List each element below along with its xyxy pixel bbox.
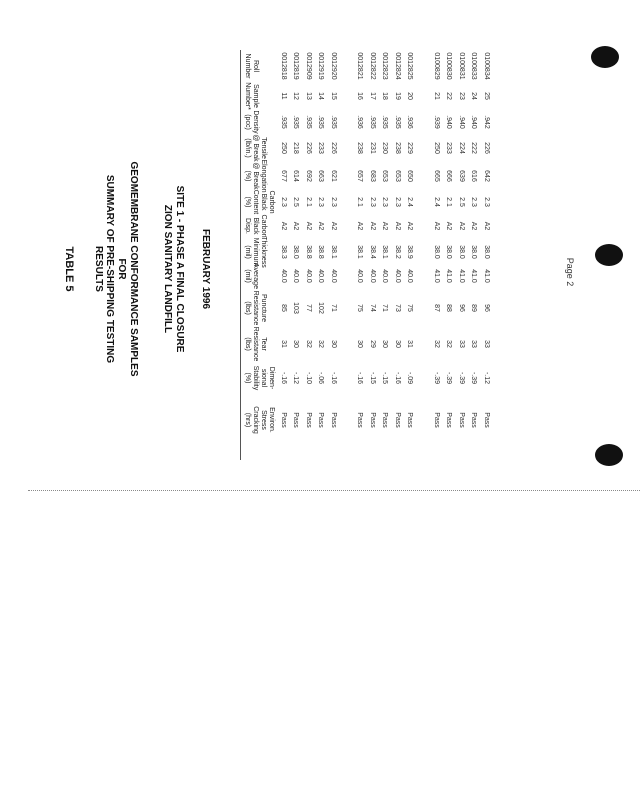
cell-dim: -.12	[292, 371, 300, 385]
cell-thick_avg: 40.0	[317, 269, 325, 283]
cell-dim: -.06	[317, 371, 325, 385]
cell-roll: 0012819	[292, 52, 300, 80]
cell-elong: 663	[317, 170, 325, 182]
cell-dim: -.39	[445, 371, 453, 385]
cell-thick_avg: 40.0	[280, 269, 287, 283]
cell-elong: 614	[292, 170, 300, 182]
cell-esc: Pass	[406, 412, 414, 428]
cell-esc: Pass	[317, 412, 325, 428]
cell-dim: -.39	[458, 371, 465, 385]
cell-sample: 20	[406, 92, 414, 100]
cell-roll: 0012821	[356, 52, 364, 80]
column-header-line: @ Break	[252, 162, 259, 190]
cell-thick_avg: 40.0	[406, 269, 414, 283]
cell-roll: 0012919	[317, 52, 325, 80]
cell-dim: -.39	[470, 371, 478, 385]
cell-cbc: 2.1	[356, 197, 364, 207]
cell-density: .942	[483, 115, 490, 129]
cell-cbd: A2	[369, 221, 376, 231]
cell-cbd: A2	[406, 221, 414, 231]
column-header-line: Density	[252, 110, 259, 134]
cell-cbd: A2	[381, 221, 389, 231]
cell-thick_avg: 40.0	[394, 269, 401, 283]
cell-cbc: 2.4	[406, 197, 414, 207]
cell-tensile: 250	[433, 142, 440, 154]
site-phase: SITE 1 - PHASE A FINAL CLOSURE	[174, 185, 185, 353]
cell-cbd: A2	[445, 221, 453, 231]
cell-thick_avg: 40.0	[356, 269, 364, 283]
cell-cbd: A2	[470, 221, 478, 231]
cell-roll: 0012920	[330, 52, 337, 80]
cell-tensile: 250	[280, 142, 287, 154]
cell-tensile: 226	[305, 142, 312, 154]
cell-thick_min: 38.1	[381, 245, 389, 259]
column-header-line: Minimum	[252, 237, 259, 267]
cell-thick_avg: 40.0	[292, 269, 300, 283]
column-header-line: Cracking	[252, 406, 259, 434]
cell-cbd: A2	[305, 221, 312, 231]
cell-density: .935	[292, 115, 300, 129]
page-number: Page 2	[565, 257, 575, 287]
cell-thick_min: 38.0	[470, 245, 478, 259]
column-header-puncture	[243, 290, 267, 326]
cell-tear: 33	[458, 340, 465, 348]
cell-esc: Pass	[356, 412, 364, 428]
column-header-line: Resistance	[252, 290, 259, 326]
column-header-tear	[243, 326, 267, 362]
column-header-line: (%)	[244, 170, 251, 182]
cell-thick_min: 38.0	[458, 245, 465, 259]
cell-dim: -.16	[280, 371, 287, 385]
cell-esc: Pass	[292, 412, 300, 428]
cell-esc: Pass	[330, 412, 337, 428]
scan-artifact-line	[28, 490, 640, 491]
column-header-line: (mil)	[244, 269, 251, 283]
cell-dim: -.15	[381, 371, 389, 385]
cell-density: .935	[369, 115, 376, 129]
cell-elong: 653	[381, 170, 389, 182]
cell-puncture: 96	[483, 304, 490, 312]
cell-sample: 24	[470, 92, 478, 100]
cell-dim: -.12	[483, 371, 490, 385]
cell-roll: 0012823	[381, 52, 389, 80]
cell-density: .936	[406, 115, 414, 129]
cell-cbd: A2	[394, 221, 401, 231]
cell-puncture: 71	[330, 304, 337, 312]
cell-density: .940	[445, 115, 453, 129]
cell-dim: -.15	[369, 371, 376, 385]
cell-esc: Pass	[445, 412, 453, 428]
punch-hole-mark	[595, 244, 623, 266]
cell-elong: 657	[356, 170, 364, 182]
cell-tensile: 229	[406, 142, 414, 154]
cell-thick_avg: 40.0	[330, 269, 337, 283]
column-header-line: Carbon	[268, 190, 275, 214]
cell-density: .939	[433, 115, 440, 129]
column-header-line: (mil)	[244, 245, 251, 259]
cell-cbc: 2.5	[292, 197, 300, 207]
cell-elong: 653	[394, 170, 401, 182]
column-header-line: Thickness	[260, 236, 267, 268]
cell-elong: 677	[280, 170, 287, 182]
cell-tear: 32	[305, 340, 312, 348]
cell-thick_avg: 41.0	[445, 269, 453, 283]
cell-roll: 0100834	[483, 52, 490, 80]
column-header-line: (hrs)	[244, 412, 251, 428]
cell-roll: 0012909	[305, 52, 312, 80]
cell-density: .935	[394, 115, 401, 129]
column-header-line: Stress	[260, 410, 267, 430]
cell-tensile: 233	[317, 142, 325, 154]
table-subtitle: GEOMEMBRANE CONFORMANCE SAMPLES	[128, 161, 139, 377]
column-header-esc	[243, 402, 275, 438]
cell-elong: 642	[483, 170, 490, 182]
cell-thick_min: 38.3	[280, 245, 287, 259]
punch-hole-mark	[595, 444, 623, 466]
column-header-line: (pcc)	[244, 114, 251, 130]
column-header-line: Puncture	[260, 293, 267, 323]
cell-cbc: 2.3	[369, 197, 376, 207]
cell-esc: Pass	[483, 412, 490, 428]
cell-tear: 32	[445, 340, 453, 348]
cell-cbc: 2.3	[317, 197, 325, 207]
punch-hole-mark	[591, 46, 619, 68]
cell-esc: Pass	[369, 412, 376, 428]
cell-puncture: 102	[317, 302, 325, 314]
cell-puncture: 75	[356, 304, 364, 312]
cell-roll: 0100833	[470, 52, 478, 80]
cell-sample: 12	[292, 92, 300, 100]
column-header-thick_avg	[243, 258, 259, 294]
cell-tear: 30	[330, 340, 337, 348]
cell-thick_avg: 40.0	[381, 269, 389, 283]
cell-puncture: 85	[280, 304, 287, 312]
cell-tensile: 226	[483, 142, 490, 154]
cell-tensile: 238	[394, 142, 401, 154]
cell-sample: 19	[394, 92, 401, 100]
cell-puncture: 88	[445, 304, 453, 312]
cell-cbc: 2.3	[381, 197, 389, 207]
cell-thick_avg: 41.0	[470, 269, 478, 283]
cell-elong: 639	[458, 170, 465, 182]
cell-tear: 31	[280, 340, 287, 348]
column-header-line: Tear	[260, 337, 267, 351]
cell-thick_min: 38.9	[406, 245, 414, 259]
cell-tensile: 226	[330, 142, 337, 154]
cell-elong: 616	[470, 170, 478, 182]
cell-tear: 30	[292, 340, 300, 348]
cell-density: .936	[356, 115, 364, 129]
column-header-line: Disp.	[244, 218, 251, 234]
cell-elong: 650	[406, 170, 414, 182]
cell-tear: 32	[317, 340, 325, 348]
cell-thick_avg: 41.0	[458, 269, 465, 283]
column-header-line: Environ.	[268, 407, 275, 433]
cell-puncture: 71	[381, 304, 389, 312]
cell-cbc: 2.3	[470, 197, 478, 207]
column-header-dim	[243, 360, 275, 396]
cell-roll: 0012825	[406, 52, 414, 80]
column-header-line: (lbs)	[244, 337, 251, 351]
rotated-table-page	[15, 44, 595, 468]
cell-esc: Pass	[470, 412, 478, 428]
cell-tear: 33	[483, 340, 490, 348]
cell-density: .940	[470, 115, 478, 129]
cell-density: .935	[381, 115, 389, 129]
cell-tensile: 224	[458, 142, 465, 154]
cell-roll: 0100830	[445, 52, 453, 80]
cell-dim: -.09	[406, 371, 414, 385]
cell-elong: 683	[369, 170, 376, 182]
column-header-line: Content	[252, 189, 259, 215]
cell-sample: 15	[330, 92, 337, 100]
cell-cbc: 2.3	[330, 197, 337, 207]
cell-puncture: 89	[470, 304, 478, 312]
cell-cbd: A2	[330, 221, 337, 231]
column-header-line: Carbon	[260, 214, 267, 238]
cell-sample: 23	[458, 92, 465, 100]
cell-sample: 25	[483, 92, 490, 100]
cell-tensile: 222	[470, 142, 478, 154]
cell-roll: 0012824	[394, 52, 401, 80]
cell-cbd: A2	[356, 221, 364, 231]
cell-cbc: 2.1	[445, 197, 453, 207]
cell-cbc: 2.5	[458, 197, 465, 207]
cell-puncture: 87	[433, 304, 440, 312]
cell-elong: 666	[445, 170, 453, 182]
cell-cbd: A2	[292, 221, 300, 231]
cell-thick_min: 38.1	[330, 245, 337, 259]
cell-esc: Pass	[381, 412, 389, 428]
column-header-line: Resistance	[252, 326, 259, 362]
column-header-line: Average	[252, 263, 259, 289]
cell-cbd: A2	[317, 221, 325, 231]
cell-dim: -.39	[433, 371, 440, 385]
cell-sample: 14	[317, 92, 325, 100]
cell-puncture: 77	[305, 304, 312, 312]
cell-sample: 21	[433, 92, 440, 100]
column-header-line: Roll	[252, 59, 259, 73]
cell-thick_min: 38.4	[369, 245, 376, 259]
cell-esc: Pass	[280, 412, 287, 428]
table-title: SUMMARY OF PRE-SHIPPING TESTING RESULTS	[93, 174, 115, 364]
cell-thick_min: 38.2	[394, 245, 401, 259]
cell-sample: 22	[445, 92, 453, 100]
cell-thick_min: 38.8	[305, 245, 312, 259]
cell-esc: Pass	[433, 412, 440, 428]
cell-esc: Pass	[305, 412, 312, 428]
cell-tear: 31	[406, 340, 414, 348]
cell-sample: 16	[356, 92, 364, 100]
cell-thick_min: 38.8	[317, 245, 325, 259]
cell-cbc: 2.3	[280, 197, 287, 207]
cell-tensile: 230	[381, 142, 389, 154]
column-header-line: Black	[260, 193, 267, 211]
cell-thick_min: 38.0	[483, 245, 490, 259]
cell-thick_min: 38.0	[445, 245, 453, 259]
cell-tear: 32	[433, 340, 440, 348]
cell-tear: 30	[381, 340, 389, 348]
cell-roll: 0012822	[369, 52, 376, 80]
cell-tear: 30	[356, 340, 364, 348]
cell-esc: Pass	[394, 412, 401, 428]
column-header-line: Sample	[252, 84, 259, 108]
cell-sample: 17	[369, 92, 376, 100]
column-header-line: Black	[252, 217, 259, 235]
cell-sample: 13	[305, 92, 312, 100]
cell-dim: -.10	[305, 371, 312, 385]
cell-cbd: A2	[280, 221, 287, 231]
cell-elong: 621	[330, 170, 337, 182]
cell-thick_avg: 41.0	[483, 269, 490, 283]
site-name: ZION SANITARY LANDFILL	[162, 204, 173, 334]
cell-density: .935	[305, 115, 312, 129]
column-header-line: Dimen-	[268, 366, 275, 390]
column-header-line: (%)	[244, 372, 251, 384]
cell-density: .935	[317, 115, 325, 129]
cell-thick_avg: 40.0	[369, 269, 376, 283]
cell-thick_min: 38.0	[433, 245, 440, 259]
cell-thick_min: 38.0	[292, 245, 300, 259]
cell-elong: 692	[305, 170, 312, 182]
cell-sample: 11	[280, 92, 287, 100]
report-date: FEBRUARY 1996	[200, 228, 211, 310]
cell-cbc: 2.1	[305, 197, 312, 207]
cell-puncture: 74	[369, 304, 376, 312]
cell-cbd: A2	[458, 221, 465, 231]
cell-density: .935	[280, 115, 287, 129]
cell-roll: 0012818	[280, 52, 287, 80]
results-table	[235, 44, 595, 468]
cell-cbc: 2.3	[394, 197, 401, 207]
cell-tensile: 218	[292, 142, 300, 154]
cell-density: .940	[458, 115, 465, 129]
column-header-line: Number	[244, 53, 251, 79]
cell-tensile: 238	[356, 142, 364, 154]
cell-tear: 30	[394, 340, 401, 348]
cell-roll: 0100829	[433, 52, 440, 80]
cell-elong: 665	[433, 170, 440, 182]
cell-tensile: 231	[369, 142, 376, 154]
cell-thick_avg: 41.0	[433, 269, 440, 283]
table-title-for: FOR	[116, 258, 127, 280]
cell-thick_avg: 40.0	[305, 269, 312, 283]
column-header-line: Stability	[252, 365, 259, 391]
cell-cbd: A2	[433, 221, 440, 231]
cell-puncture: 75	[406, 304, 414, 312]
column-header-line: (lbs)	[244, 301, 251, 315]
column-header-line: @ Break	[252, 134, 259, 162]
column-header-line: (lb/in.)	[244, 138, 251, 158]
cell-dim: -.16	[394, 371, 401, 385]
column-header-line: Number*	[244, 82, 251, 110]
cell-cbc: 2.4	[433, 197, 440, 207]
cell-roll: 0100831	[458, 52, 465, 80]
cell-puncture: 96	[458, 304, 465, 312]
cell-cbc: 2.3	[483, 197, 490, 207]
column-header-line: sional	[260, 368, 267, 388]
column-header-line: Tensile	[260, 137, 267, 159]
cell-sample: 18	[381, 92, 389, 100]
cell-cbd: A2	[483, 221, 490, 231]
column-header-line: (%)	[244, 196, 251, 208]
cell-dim: -.16	[330, 371, 337, 385]
cell-tear: 29	[369, 340, 376, 348]
cell-puncture: 73	[394, 304, 401, 312]
cell-esc: Pass	[458, 412, 465, 428]
header-rule	[240, 50, 241, 460]
cell-density: .935	[330, 115, 337, 129]
column-header-line: Elongation	[260, 159, 267, 193]
cell-puncture: 103	[292, 302, 300, 314]
table-label: TABLE 5	[63, 246, 75, 292]
cell-tear: 33	[470, 340, 478, 348]
cell-thick_min: 38.1	[356, 245, 364, 259]
cell-dim: -.16	[356, 371, 364, 385]
cell-tensile: 233	[445, 142, 453, 154]
